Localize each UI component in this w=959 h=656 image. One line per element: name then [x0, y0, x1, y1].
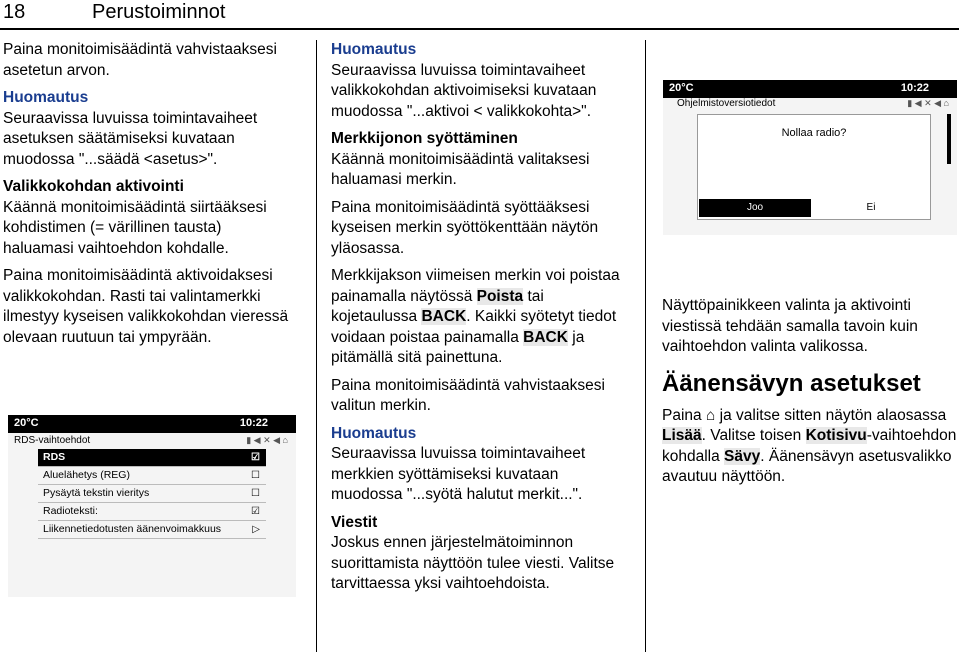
status-bar	[8, 415, 296, 433]
note-block	[331, 40, 629, 122]
text: tai kojetaulussa	[331, 287, 544, 325]
paragraph	[662, 406, 957, 488]
paragraph: Joskus ennen järjestelmätoiminnon suorittamista näyttöön tulee viesti. Valitse tarvittaessa yksi vaihtoehdoista.	[331, 534, 615, 592]
subheading-messages: Viestit	[331, 513, 378, 531]
list-item-rds	[38, 449, 266, 467]
paragraph: Käännä monitoimisäädintä siirtääksesi kohdistimen (= värillinen tausta) haluamasi vaihtoehdon kohdalle.	[3, 198, 267, 257]
confirm-dialog	[697, 114, 931, 220]
page-header	[0, 0, 959, 28]
temperature: 20°C	[669, 82, 694, 94]
home-icon: ⌂	[705, 406, 716, 424]
ui-term-back: BACK	[421, 308, 467, 325]
subheading-string-entry: Merkkijonon syöttäminen	[331, 130, 518, 147]
text: -vaihtoehdon kohdalla	[662, 427, 957, 465]
arrow-right-icon: ▷	[252, 524, 260, 535]
checkbox-icon: ☑	[251, 506, 260, 517]
text: . Kaikki syötetyt tiedot voidaan poistaa painamalla	[331, 308, 617, 346]
note-text: Seuraavissa luvuissa toimintavaiheet merkkien syöttämiseksi kuvataan muodossa "...syötä halutut merkit...".	[331, 445, 586, 503]
note-block	[3, 88, 295, 170]
reset-radio-screenshot	[663, 80, 957, 235]
list-item	[38, 467, 266, 485]
subheading-activate-item: Valikkokohdan aktivointi	[3, 178, 184, 195]
checkbox-icon: ☐	[251, 488, 260, 499]
column-2	[331, 40, 629, 602]
note-text: Seuraavissa luvuissa toimintavaiheet valikkokohdan aktivoimiseksi kuvataan muodossa "...aktivoi < valikkokohta>".	[331, 61, 597, 120]
column-divider	[645, 40, 646, 652]
text: Merkkijakson viimeisen merkin voi poistaa painamalla näytössä	[331, 267, 620, 305]
ui-term-poista: Poista	[476, 287, 524, 305]
scrollbar	[947, 114, 951, 164]
paragraph: Paina monitoimisäädintä vahvistaaksesi asetetun arvon.	[3, 41, 277, 79]
clock: 10:22	[900, 82, 929, 94]
list-item	[38, 485, 266, 503]
column-1	[3, 40, 295, 355]
list-item-label: Pysäytä tekstin vieritys	[43, 487, 150, 499]
text: . Valitse toisen	[701, 427, 806, 444]
ui-term-savy: Sävy	[724, 447, 761, 465]
clock: 10:22	[239, 417, 268, 429]
page-number: 18	[3, 1, 26, 23]
list-item	[38, 521, 266, 539]
ui-term-kotisivu: Kotisivu	[805, 427, 867, 444]
option-list	[38, 449, 266, 539]
list-item	[38, 503, 266, 521]
text: ja valitse sitten näytön alaosassa	[715, 406, 947, 424]
list-item-label: Aluelähetys (REG)	[43, 469, 130, 481]
status-icons: ▮ ◀ ✕ ◀ ⌂	[246, 435, 288, 445]
text: Paina	[662, 406, 706, 424]
paragraph: Paina monitoimisäädintä vahvistaaksesi valitun merkin.	[331, 376, 605, 414]
status-bar	[663, 80, 957, 98]
checkbox-icon: ☑	[251, 452, 260, 463]
column-divider	[316, 40, 317, 652]
dialog-question: Nollaa radio?	[781, 127, 847, 139]
note-title: Huomautus	[3, 89, 89, 106]
list-item-label: Radioteksti:	[43, 505, 98, 517]
chapter-title: Perustoiminnot	[92, 1, 226, 23]
screen-title: RDS-vaihtoehdot	[14, 435, 91, 446]
checkbox-icon: ☐	[251, 470, 260, 481]
screen-title: Ohjelmistoversiotiedot	[677, 98, 776, 109]
paragraph	[331, 266, 629, 369]
paragraph: Käännä monitoimisäädintä valitaksesi haluamasi merkin.	[331, 150, 590, 188]
yes-button: Joo	[699, 199, 811, 217]
list-item-label: Liikennetiedotusten äänenvoimakkuus	[43, 523, 222, 535]
column-3	[662, 296, 957, 495]
paragraph: Paina monitoimisäädintä syöttääksesi kyseisen merkin syöttökenttään näytön yläosassa.	[331, 198, 599, 257]
ui-term-lisaa: Lisää	[662, 427, 702, 444]
rds-options-screenshot	[8, 415, 296, 597]
note-text: Seuraavissa luvuissa toimintavaiheet asetuksen säätämiseksi kuvataan muodossa "...säädä <asetus>".	[3, 109, 258, 168]
text: ja pitämällä sitä painettuna.	[331, 328, 585, 366]
temperature: 20°C	[14, 417, 39, 429]
header-rule	[0, 28, 959, 30]
paragraph: Paina monitoimisäädintä aktivoidaksesi valikkokohdan. Rasti tai valintamerkki ilmestyy kyseisen valikkokohdan vieressä olevaan ruutuun tai ympyrään.	[3, 267, 289, 346]
note-title: Huomautus	[331, 41, 417, 58]
no-button: Ei	[866, 202, 876, 213]
list-item-label: RDS	[43, 451, 66, 463]
note-block	[331, 424, 629, 506]
note-title: Huomautus	[331, 424, 417, 442]
section-heading-tone-settings: Äänensävyn asetukset	[662, 369, 921, 397]
ui-term-back: BACK	[523, 328, 568, 346]
paragraph: Näyttöpainikkeen valinta ja aktivointi viestissä tehdään samalla tavoin kuin vaihtoehdon valinta valikossa.	[662, 297, 918, 355]
text: . Äänensävyn asetusvalikko avautuu näyttöön.	[662, 447, 952, 485]
status-icons: ▮ ◀ ✕ ◀ ⌂	[907, 98, 949, 108]
